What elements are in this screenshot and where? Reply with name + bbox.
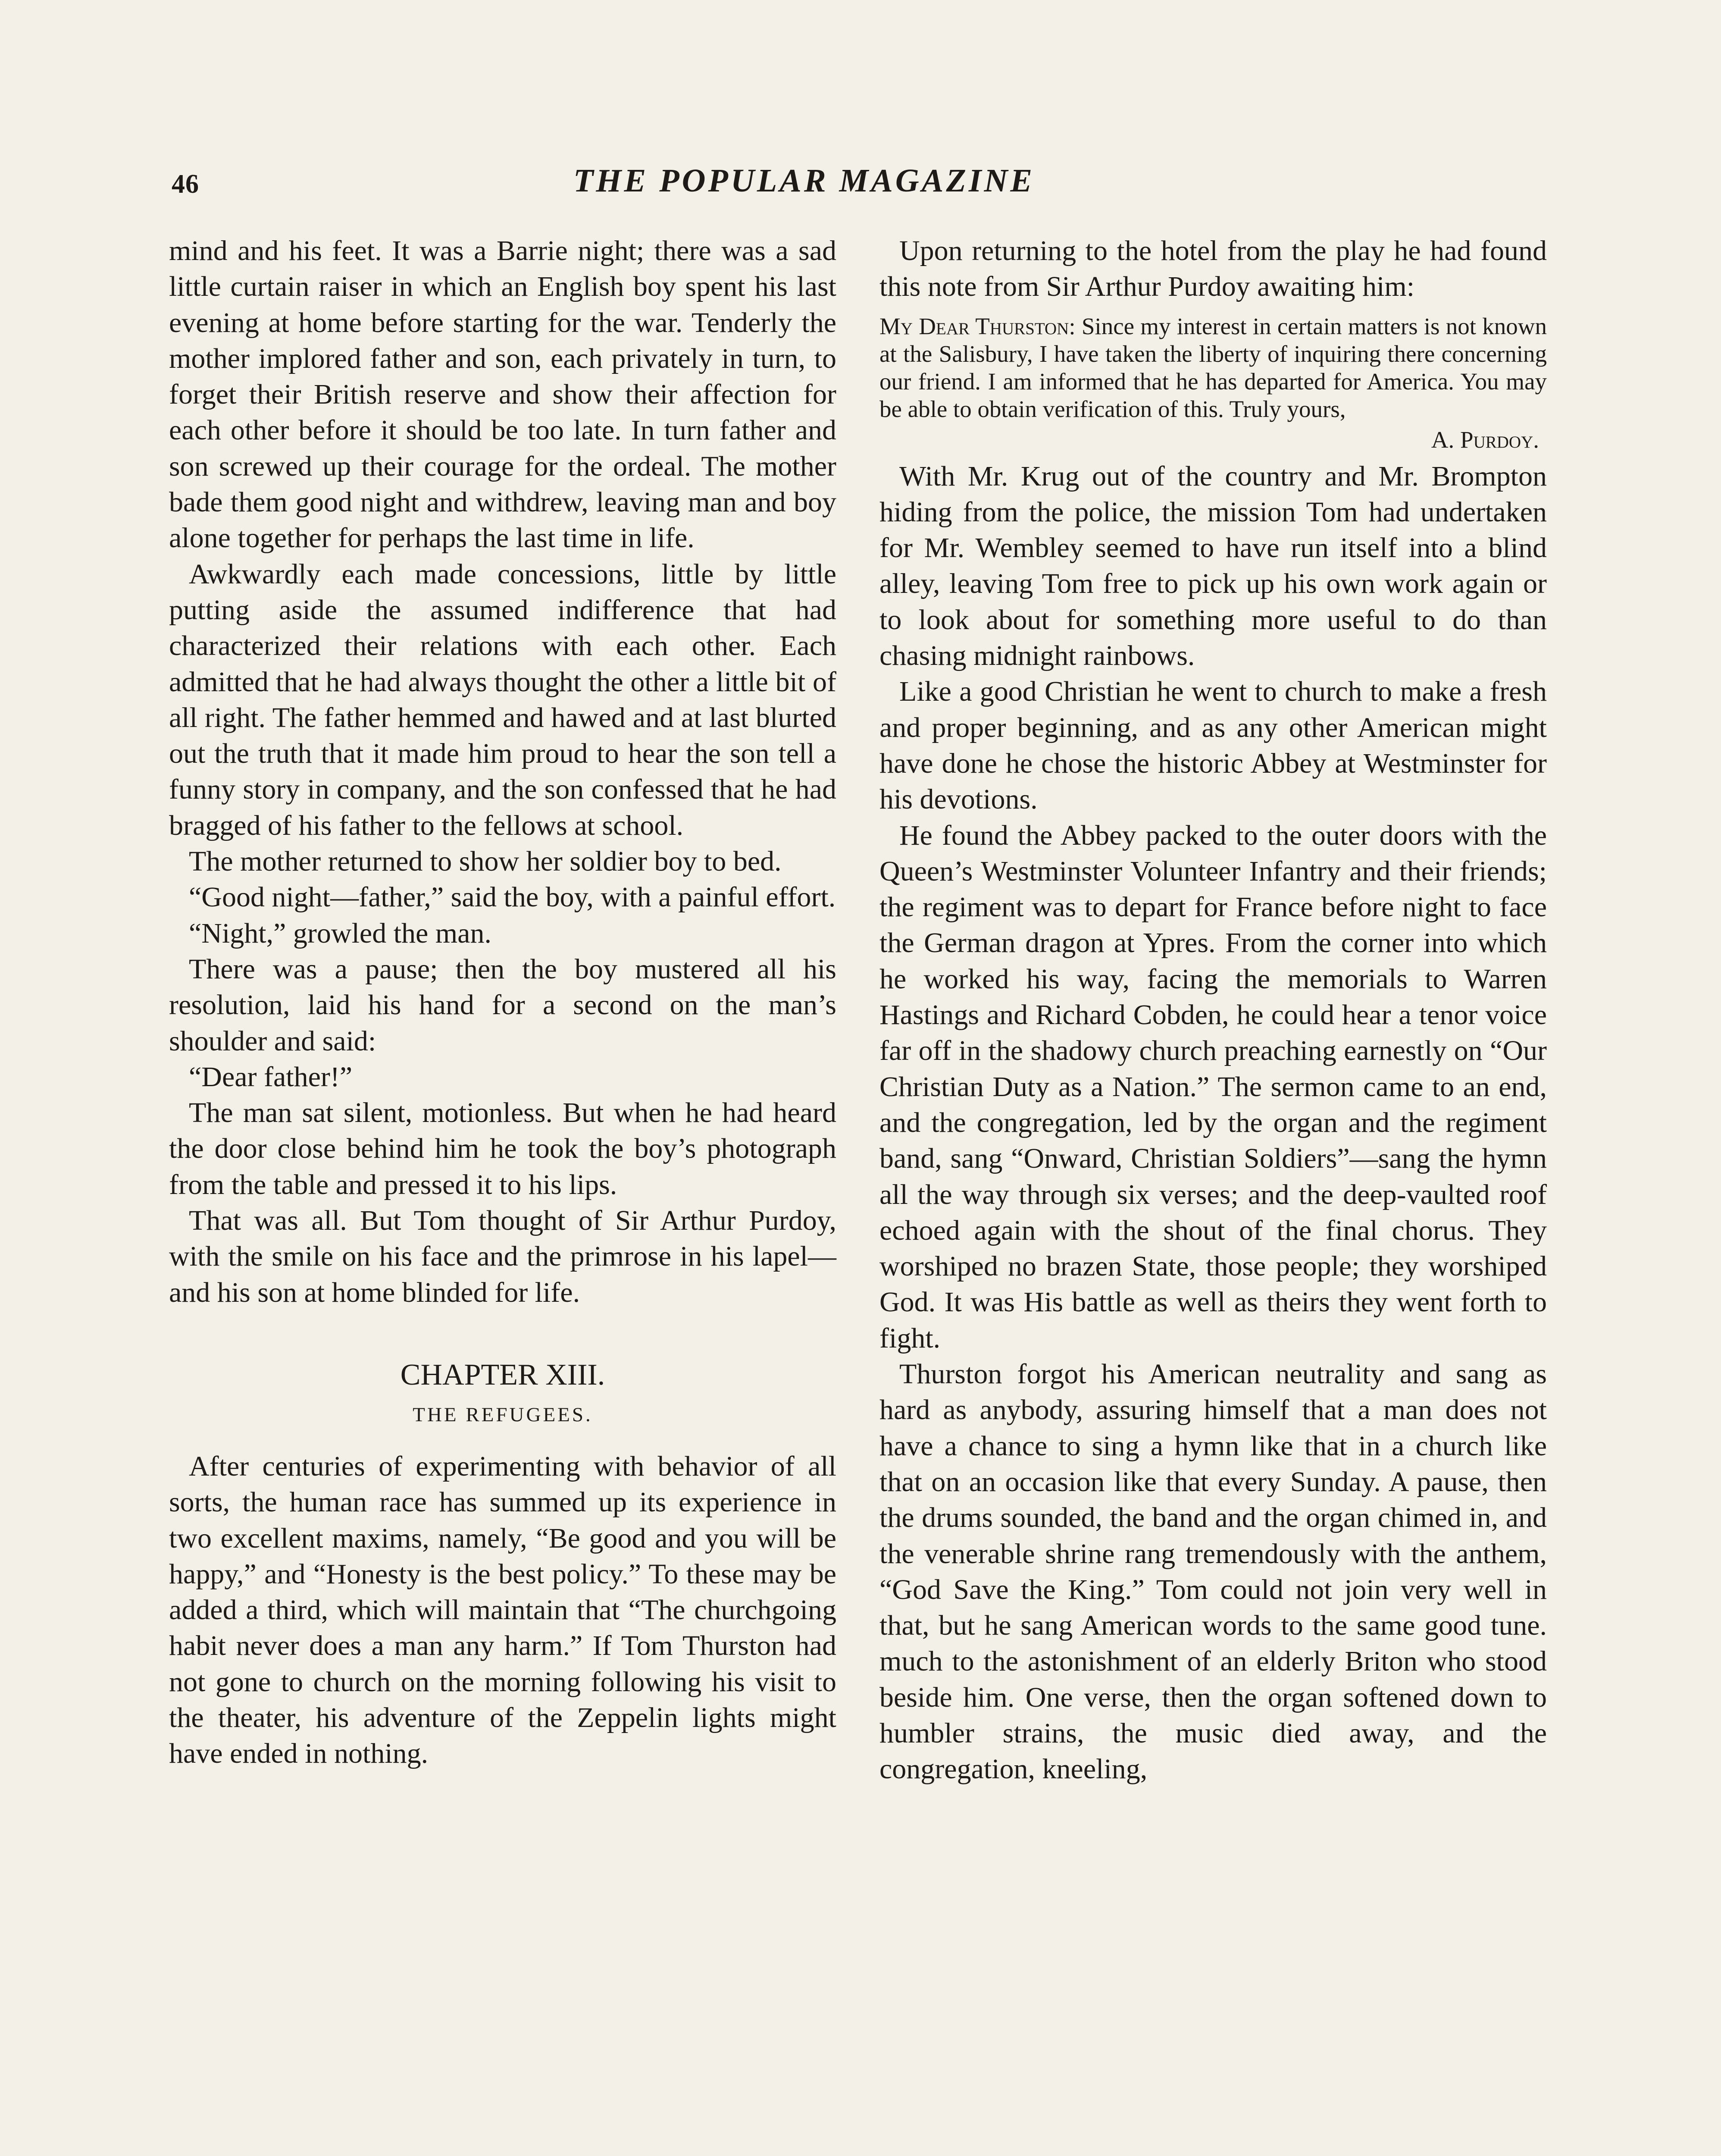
paragraph: Upon returning to the hotel from the play he had found this note from Sir Arthur Purdoy awaiting him: xyxy=(879,235,1547,303)
letter-body: Since my interest in certain matters is not known at the Salisbury, I have taken the liberty of inquiring there concerning our friend. I am informed that he has departed for America. You may be able to obtain verification of this. Truly yours, xyxy=(879,313,1547,422)
letter-salutation: My Dear Thurston: xyxy=(879,313,1076,339)
paragraph: There was a pause; then the boy mustered all his resolution, laid his hand for a second on the man’s shoulder and said: xyxy=(169,953,836,1057)
paragraph: “Night,” growled the man. xyxy=(189,917,491,949)
magazine-title: THE POPULAR MAGAZINE xyxy=(573,163,1035,199)
paragraph: That was all. But Tom thought of Sir Arthur Purdoy, with the smile on his face and the primrose in his lapel—and his son at home blinded for life. xyxy=(169,1205,836,1308)
paragraph: Like a good Christian he went to church to make a fresh and proper beginning, and as any other American might have done he chose the historic Abbey at Westminster for his devotions. xyxy=(879,676,1547,815)
paragraph: “Good night—father,” said the boy, with a painful effort. xyxy=(189,881,836,913)
chapter-subtitle: THE REFUGEES. xyxy=(413,1403,593,1426)
chapter-opening-paragraph: After centuries of experimenting with behavior of all sorts, the human race has summed up its experience in two excellent maxims, namely, “Be good and you will be happy,” and “Honesty is the best policy.” To these may be added a third, which will maintain that “The churchgoing habit never does a man any harm.” If Tom Thurston had not gone to church on the morning following his visit to the theater, his adventure of the Zeppelin lights might have ended in nothing. xyxy=(169,1450,836,1770)
paragraph: Thurston forgot his American neutrality and sang as hard as anybody, assuring himself that a man does not have a chance to sing a hymn like that in a church like that on an occasion like that every Sunday. A pause, then the drums sounded, the band and the organ chimed in, and the venerable shrine rang tremendously with the anthem, “God Save the King.” Tom could not join very well in that, but he sang American words to the same good tune. much to the astonishment of an elderly Briton who stood beside him. One verse, then the organ softened down to humbler strains, the music died away, and the congregation, kneeling, xyxy=(879,1358,1547,1785)
paragraph: mind and his feet. It was a Barrie night; there was a sad little curtain raiser in which an English boy spent his last evening at home before starting for the war. Tenderly the mother implored father and son, each privately in turn, to forget their British reserve and show their affection for each other before it should be too late. In turn father and son screwed up their courage for the ordeal. The mother bade them good night and withdrew, leaving man and boy alone together for perhaps the last time in life. xyxy=(169,235,836,554)
chapter-heading: CHAPTER XIII. xyxy=(400,1358,605,1391)
paragraph: With Mr. Krug out of the country and Mr. Brompton hiding from the police, the mission Tom had undertaken for Mr. Wembley seemed to have run itself into a blind alley, leaving Tom free to pick up his own work again or to look about for something more useful to do than chasing midnight rainbows. xyxy=(879,460,1547,672)
paragraph: Awkwardly each made concessions, little by little putting aside the assumed indifference that had characterized their relations with each other. Each admitted that he had always thought the other a little bit of all right. The father hemmed and hawed and at last blurted out the truth that it made him proud to hear the son tell a funny story in company, and the son confessed that he had bragged of his father to the fellows at school. xyxy=(169,558,836,841)
paragraph: “Dear father!” xyxy=(189,1061,353,1093)
right-column xyxy=(879,233,1547,1787)
letter-note xyxy=(879,313,1547,423)
left-column xyxy=(169,233,836,1772)
paragraph: He found the Abbey packed to the outer doors with the Queen’s Westminster Volunteer Infantry and their friends; the regiment was to depart for France before night to face the German dragon at Ypres. From the corner into which he worked his way, facing the memorials to Warren Hastings and Richard Cobden, he could hear a tenor voice far off in the shadowy church preaching earnestly on “Our Christian Duty as a Nation.” The sermon came to an end, and the congregation, led by the organ and the regiment band, sang “Onward, Christian Soldiers”—sang the hymn all the way through six verses; and the deep-vaulted roof echoed again with the shout of the final chorus. They worshiped no brazen State, those people; they worshiped God. It was His battle as well as theirs they went forth to fight. xyxy=(879,819,1547,1354)
paragraph: The mother returned to show her soldier boy to bed. xyxy=(189,846,782,877)
paragraph: The man sat silent, motionless. But when he had heard the door close behind him he took the boy’s photograph from the table and pressed it to his lips. xyxy=(169,1097,836,1200)
letter-signature: A. Purdoy. xyxy=(1431,426,1539,453)
page-number: 46 xyxy=(172,169,199,199)
